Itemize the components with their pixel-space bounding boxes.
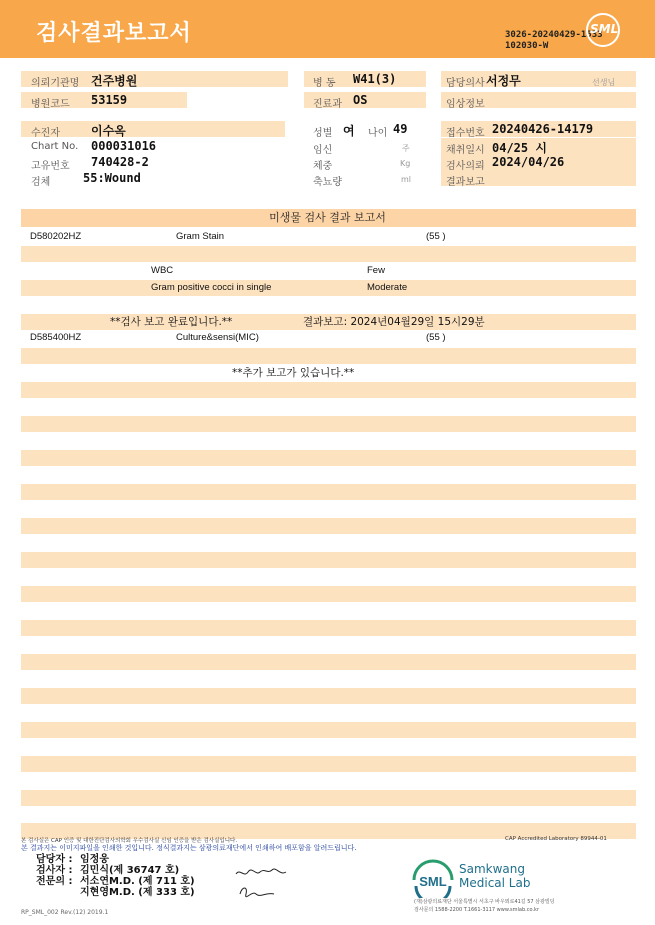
- stripe: [21, 518, 636, 534]
- lab-name-line1: Samkwang: [459, 862, 525, 876]
- stripe: [21, 382, 636, 398]
- stripe: [21, 586, 636, 602]
- manager-label: 담당자 :: [36, 854, 73, 865]
- cap-number: CAP Accredited Laboratory 89944-01: [505, 836, 607, 842]
- stripe: [21, 450, 636, 466]
- completion-note: **검사 보고 완료입니다.**: [110, 316, 233, 328]
- specialist-label: 전문의 :: [36, 876, 73, 887]
- result-value: Few: [367, 265, 385, 276]
- test-code: D585400HZ: [30, 332, 82, 343]
- report-number-line1: 3026-20240429-1533: [505, 30, 603, 40]
- signature-icon: [232, 864, 290, 900]
- request-label: 검사의뢰: [446, 161, 485, 172]
- lab-address: (재)삼광의료재단 서울특별시 서초구 바우뫼로41길 57 삼광빌딩: [414, 899, 555, 905]
- test-specimen: (55 ): [426, 231, 446, 242]
- dept-label: 진료과: [313, 99, 342, 110]
- ward-label: 병 동: [313, 78, 336, 89]
- result-value: Moderate: [367, 282, 408, 293]
- test-name: Culture&sensi(MIC): [176, 332, 259, 343]
- patient-label: 수진자: [31, 128, 60, 139]
- clinical-label: 임상정보: [446, 99, 485, 110]
- collect-value: 04/25 시: [492, 141, 547, 155]
- stripe: [21, 654, 636, 670]
- lab-contact: 검사문의 1588-2200 T.1661-3117 www.smlab.co.kr: [414, 907, 539, 913]
- patient-value: 이수옥: [91, 124, 126, 138]
- lab-logo-text: SML: [419, 874, 447, 889]
- report-label: 결과보고: [446, 177, 485, 188]
- receipt-value: 20240426-14179: [492, 122, 594, 136]
- weight-unit: Kg: [400, 159, 411, 168]
- copy-note: 본 결과지는 이미지파일을 인쇄한 것입니다. 정식결과지는 삼광의료재단에서 인쇄하여 배포함을 알려드립니다.: [21, 844, 357, 852]
- cap-note: 본 검사실은 CAP 인증 및 대한진단검사의학회 우수검사실 신임 인증을 받은 검사실입니다.: [21, 838, 238, 844]
- test-specimen: (55 ): [426, 332, 446, 343]
- additional-report-note: **추가 보고가 있습니다.**: [232, 367, 355, 379]
- report-number-line2: 102030-W: [505, 41, 549, 51]
- specimen-label: 검체: [31, 177, 51, 188]
- test-code: D580202HZ: [30, 231, 82, 242]
- chart-value: 000031016: [91, 139, 157, 153]
- id-value: 740428-2: [91, 155, 149, 169]
- lab-name: [459, 862, 530, 890]
- doctor-label: 담당의사: [446, 78, 485, 89]
- specimen-value: 55:Wound: [83, 171, 141, 185]
- stripe: [21, 280, 636, 296]
- pregnancy-unit: 주: [402, 144, 410, 153]
- ward-value: W41(3): [353, 72, 397, 86]
- sex-label: 성별: [313, 128, 333, 139]
- test-name: Gram Stain: [176, 231, 225, 242]
- stripe: [21, 246, 636, 262]
- lab-name-line2: Medical Lab: [459, 876, 531, 890]
- specialist-2: 지현영M.D. (제 333 호): [80, 887, 195, 898]
- stripe: [21, 484, 636, 500]
- stripe: [21, 416, 636, 432]
- institution-value: 건주병원: [91, 74, 138, 88]
- specialist-1: 서소연M.D. (제 711 호): [80, 876, 195, 887]
- manager-name: 임정웅: [80, 854, 109, 865]
- stripe: [21, 688, 636, 704]
- stripe: [21, 790, 636, 806]
- doctor-suffix: 선생님: [592, 78, 616, 87]
- sex-value: 여: [343, 124, 355, 138]
- institution-label: 의뢰기관명: [31, 78, 80, 89]
- header-logo-text: SML: [590, 22, 619, 36]
- result-item: WBC: [151, 265, 174, 276]
- dept-value: OS: [353, 93, 368, 107]
- report-datetime: 결과보고: 2024년04월29일 15시29분: [303, 316, 485, 328]
- stripe: [21, 620, 636, 636]
- collect-label: 채취일시: [446, 145, 485, 156]
- urine-label: 축뇨량: [313, 177, 342, 188]
- age-value: 49: [393, 122, 408, 136]
- page-title: 검사결과보고서: [36, 21, 192, 46]
- examiner-label: 검사자 :: [36, 865, 73, 876]
- stripe: [21, 348, 636, 364]
- section-title: 미생물 검사 결과 보고서: [269, 211, 386, 224]
- stripe: [21, 756, 636, 772]
- request-value: 2024/04/26: [492, 155, 565, 169]
- receipt-label: 접수번호: [446, 128, 485, 139]
- hospital-code-label: 병원코드: [31, 99, 70, 110]
- weight-label: 체중: [313, 161, 333, 172]
- hospital-code-value: 53159: [91, 93, 128, 107]
- age-label: 나이: [368, 128, 388, 139]
- urine-unit: ml: [401, 175, 412, 184]
- stripe: [21, 552, 636, 568]
- id-label: 고유번호: [31, 161, 70, 172]
- revision-code: RP_SML_002 Rev.(12) 2019.1: [21, 909, 109, 916]
- patient-fill: [21, 121, 285, 137]
- stripe: [21, 722, 636, 738]
- pregnancy-label: 임신: [313, 145, 333, 156]
- result-item: Gram positive cocci in single: [151, 282, 272, 293]
- samkwang-logo-icon: [410, 858, 456, 898]
- doctor-value: 서정무: [486, 74, 521, 88]
- examiner-name: 김민식(제 36747 호): [80, 865, 180, 876]
- chart-label: Chart No.: [31, 141, 79, 152]
